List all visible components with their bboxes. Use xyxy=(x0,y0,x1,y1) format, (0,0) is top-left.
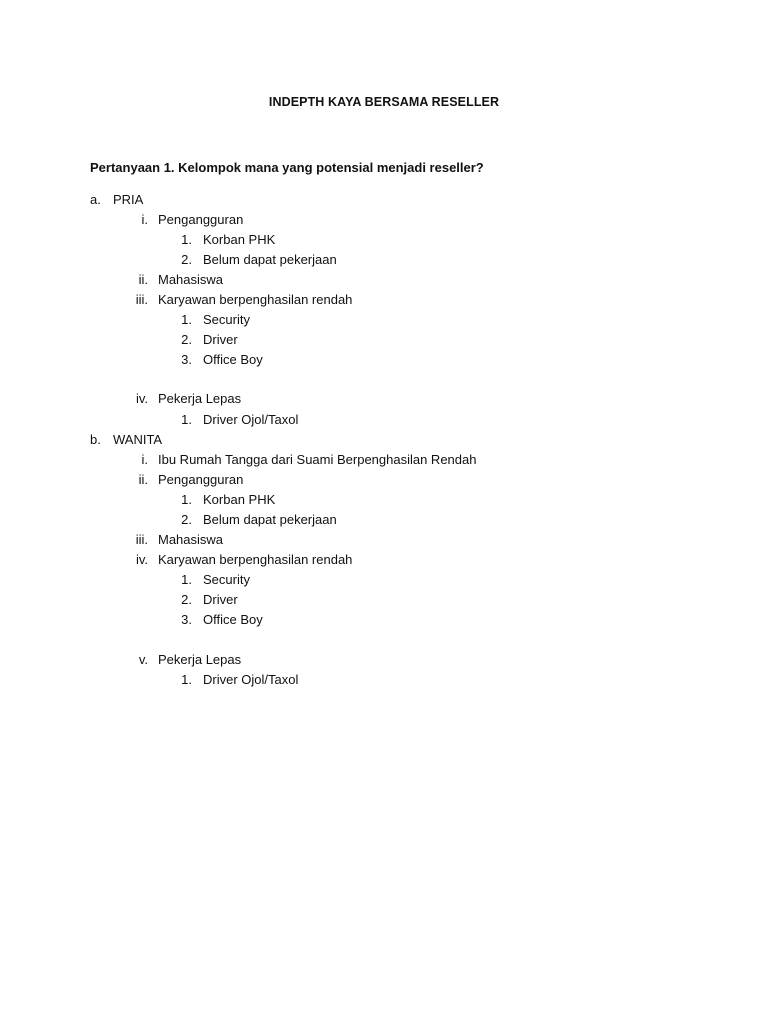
outline-text: Pengangguran xyxy=(158,472,244,487)
outline-text: Security xyxy=(203,572,250,587)
outline-marker: iii. xyxy=(135,292,148,307)
outline-text: Ibu Rumah Tangga dari Suami Berpenghasilan Rendah xyxy=(158,452,477,467)
question-heading: Pertanyaan 1. Kelompok mana yang potensial menjadi reseller? xyxy=(90,160,484,175)
outline-marker: a. xyxy=(90,192,101,207)
outline-text: Office Boy xyxy=(203,612,263,627)
outline-text: Mahasiswa xyxy=(158,532,224,547)
outline-text: Driver xyxy=(203,332,238,347)
outline-marker: 3. xyxy=(181,352,192,367)
outline-marker: 2. xyxy=(181,592,192,607)
outline-marker: 1. xyxy=(181,232,192,247)
outline-text: Belum dapat pekerjaan xyxy=(203,512,337,527)
outline-marker: ii. xyxy=(138,272,148,287)
outline-marker: 1. xyxy=(181,572,192,587)
outline-text: Pengangguran xyxy=(158,212,244,227)
outline-marker: 1. xyxy=(181,672,192,687)
outline-text: WANITA xyxy=(113,432,163,447)
outline-marker: 2. xyxy=(181,252,192,267)
document-title: INDEPTH KAYA BERSAMA RESELLER xyxy=(268,95,500,109)
outline-marker: 2. xyxy=(181,332,192,347)
outline-marker: ii. xyxy=(138,472,148,487)
outline-marker: iii. xyxy=(135,532,148,547)
outline-marker: i. xyxy=(141,212,148,227)
outline-text: PRIA xyxy=(113,192,144,207)
outline-text: Driver Ojol/Taxol xyxy=(203,412,299,427)
outline-text: Office Boy xyxy=(203,352,263,367)
outline-text: Security xyxy=(203,312,250,327)
outline-text: Karyawan berpenghasilan rendah xyxy=(158,292,353,307)
outline-text: Pekerja Lepas xyxy=(158,652,242,667)
outline-marker: iv. xyxy=(135,391,148,406)
outline-text: Karyawan berpenghasilan rendah xyxy=(158,552,353,567)
outline-text: Pekerja Lepas xyxy=(158,391,242,406)
outline-text: Driver xyxy=(203,592,238,607)
outline-marker: 1. xyxy=(181,492,192,507)
outline-marker: b. xyxy=(90,432,101,447)
outline-marker: i. xyxy=(141,452,148,467)
outline-marker: 2. xyxy=(181,512,192,527)
outline-marker: 3. xyxy=(181,612,192,627)
outline-text: Belum dapat pekerjaan xyxy=(203,252,337,267)
outline-marker: 1. xyxy=(181,312,192,327)
outline-marker: iv. xyxy=(135,552,148,567)
outline-marker: 1. xyxy=(181,412,192,427)
outline-text: Mahasiswa xyxy=(158,272,224,287)
outline-text: Korban PHK xyxy=(203,492,276,507)
outline-text: Korban PHK xyxy=(203,232,276,247)
outline-text: Driver Ojol/Taxol xyxy=(203,672,299,687)
outline-marker: v. xyxy=(138,652,148,667)
